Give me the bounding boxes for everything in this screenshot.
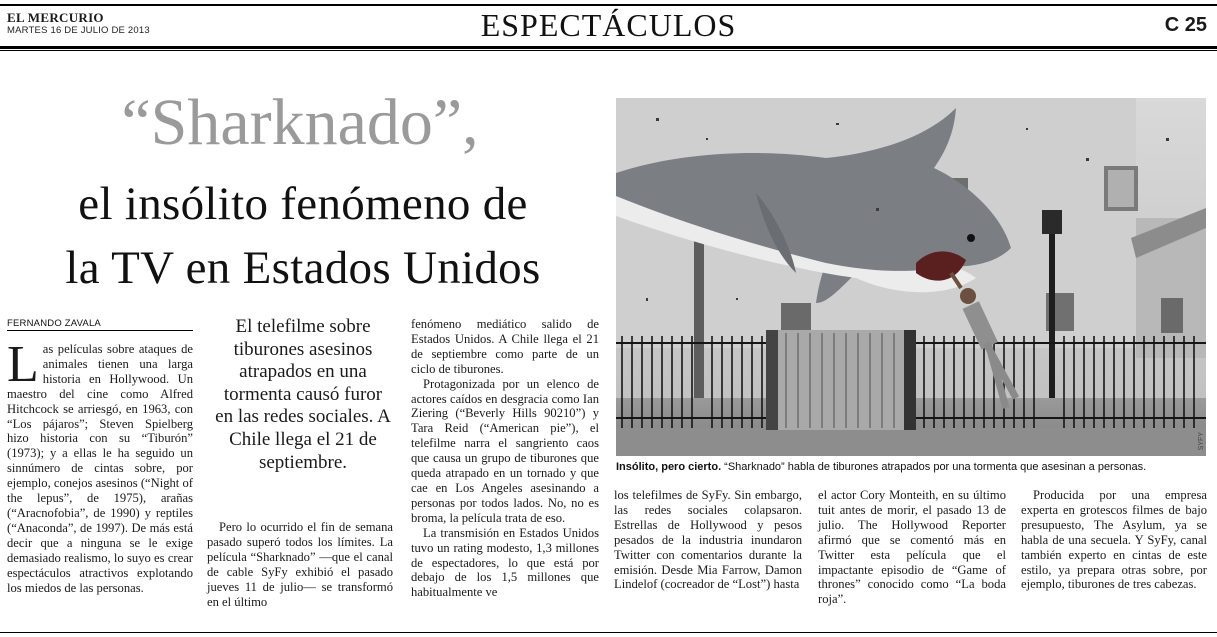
masthead: EL MERCURIO [7, 10, 104, 25]
shark-scene-illustration [616, 98, 1206, 456]
header-date: MARTES 16 DE JULIO DE 2013 [7, 25, 150, 36]
paragraph: los telefilmes de SyFy. Sin embargo, las redes sociales colapsaron. Estrellas de Hollywood y pesos pesados de la industria inundaron Twitter con comentarios durante la emisión. Desde Mia Farrow, Damon Lindelof (cocreador de “Lost”) hasta [614, 488, 802, 592]
paragraph: Pero lo ocurrido el fin de semana pasado superó todos los límites. La película “Sharknado” —que el canal de cable SyFy exhibió el pasado jueves 11 de julio— se transformó en el último [207, 520, 393, 609]
header-rule-thin [0, 50, 1217, 51]
column-1 [7, 336, 193, 595]
paragraph: fenómeno mediático salido de Estados Unidos. A Chile llega el 21 de septiembre como parte de un ciclo de tiburones. [411, 317, 599, 376]
column-6 [1021, 488, 1207, 592]
column-5 [818, 488, 1006, 607]
drop-cap: L [7, 336, 39, 393]
paragraph: Producida por una empresa experta en grotescos filmes de bajo presupuesto, The Asylum, ya se habla de una secuela. Y SyFy, canal también experto en cintas de este estilo, ya prepara otras sobre, por ejemplo, tiburones de tres cabezas. [1021, 488, 1207, 592]
photo-credit: SYFY [1198, 432, 1205, 451]
paragraph: el actor Cory Monteith, en su último tuit antes de morir, el pasado 13 de julio. The Hollywood Reporter afirmó que se comentó más en Twitter esta película que el impactante episodio de “Game of thrones” conocido como “La boda roja”. [818, 488, 1006, 607]
caption-text: “Sharknado” habla de tiburones atrapados por una tormenta que asesinan a personas. [721, 461, 1147, 473]
headline-line-1: el insólito fenómeno de [78, 178, 528, 230]
column-2 [207, 520, 393, 609]
header-top-rule [0, 4, 1217, 6]
column-4 [614, 488, 802, 592]
headline-line-2: la TV en Estados Unidos [65, 242, 541, 294]
page-number: C 25 [1164, 14, 1207, 36]
bottom-rule [0, 632, 1217, 633]
paragraph-text: as películas sobre ataques de animales tienen una larga historia en Hollywood. Un maestro del cine como Alfred Hitchcock se arriesgó, en 1963, con “Los pájaros”; Steven Spielberg hizo historia con su “Tiburón” (1973); y a ellas le ha seguido un sinnúmero de cintas sobre, por ejemplo, conejos asesinos (“Night of the lepus”, de 1975), arañas (“Aracnofobia”, de 1990) y reptiles (“Anaconda”, de 1997). De más está decir que a ninguna se le exige demasiado realismo, lo suyo es crear espectáculos atractivos explotando los miedos de las personas. [7, 342, 193, 595]
byline: FERNANDO ZAVALA [7, 318, 101, 329]
headline-title: “Sharknado”, [121, 86, 479, 159]
column-3 [411, 317, 599, 600]
paragraph [7, 336, 193, 595]
paragraph: Protagonizada por un elenco de actores caídos en desgracia como Ian Ziering (“Beverly Hills 90210”) y Tara Reid (“American pie”), el telefilme narra el sangriento caos que causa un grupo de tiburones que queda atrapado en un tornado y que cae en Los Angeles asesinando a personas por todos lados. No, no es broma, la película trata de eso. [411, 376, 599, 525]
header-rule [0, 46, 1217, 49]
caption-lead: Insólito, pero cierto. [616, 461, 722, 473]
paragraph: La transmisión en Estados Unidos tuvo un rating modesto, 1,3 millones de espectadores, lo que está por debajo de los 1,5 millones que habitualmente ve [411, 525, 599, 600]
photo-caption [616, 461, 1206, 473]
pull-quote: El telefilme sobre tiburones asesinos atrapados en una tormenta causó furor en las redes sociales. A Chile llega el 21 de septiembre. [215, 316, 391, 473]
section-title: ESPECTÁCULOS [480, 7, 737, 43]
byline-rule [7, 330, 193, 331]
article-photo [616, 98, 1206, 456]
